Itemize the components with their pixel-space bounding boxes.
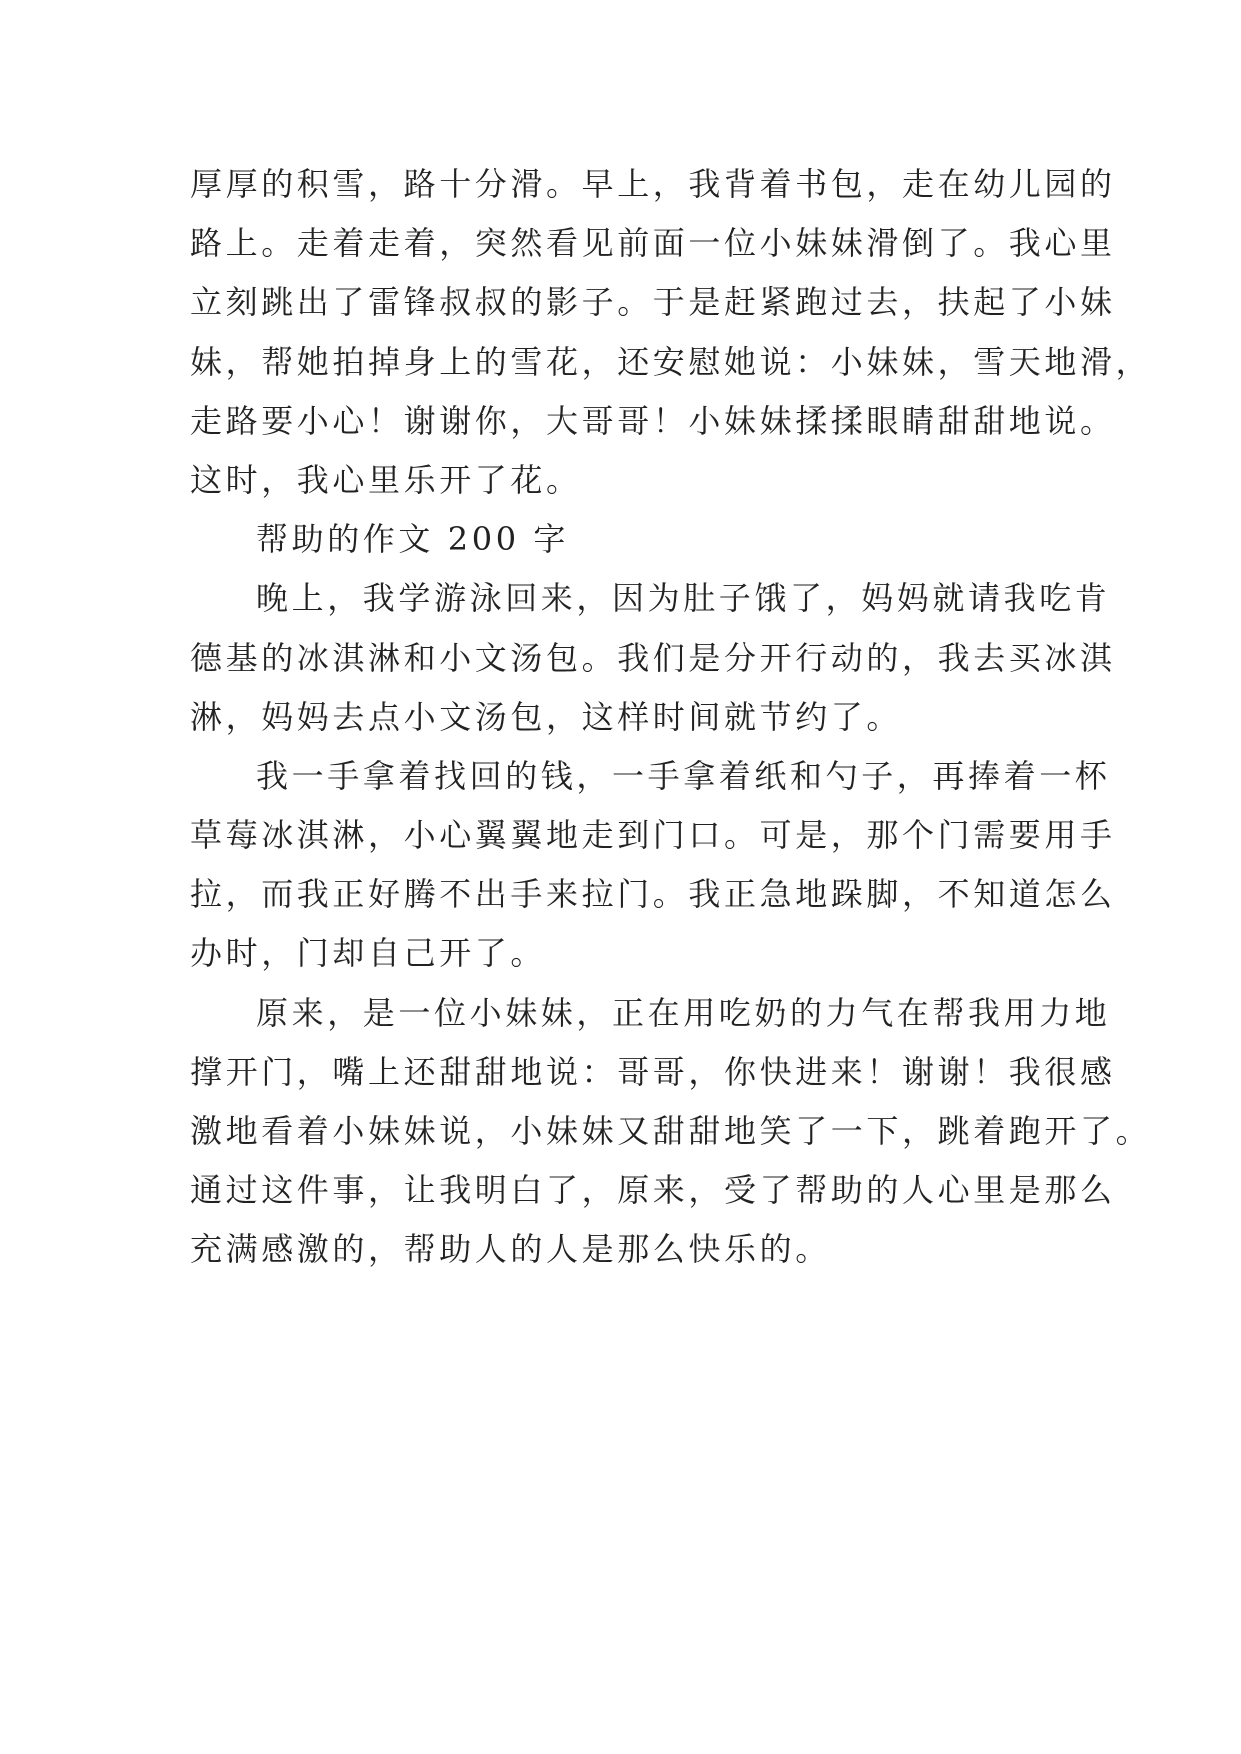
text-line: 德基的冰淇淋和小文汤包。我们是分开行动的，我去买冰淇	[190, 638, 1116, 677]
text-line: 晚上，我学游泳回来，因为肚子饿了，妈妈就请我吃肯	[256, 579, 1111, 618]
text-line: 拉，而我正好腾不出手来拉门。我正急地跺脚，不知道怎么	[190, 875, 1116, 914]
text-line: 撑开门，嘴上还甜甜地说：哥哥，你快进来！谢谢！我很感	[190, 1052, 1116, 1091]
text-line: 充满感激的，帮助人的人是那么快乐的。	[190, 1230, 831, 1269]
section-title: 帮助的作文 200 字	[256, 520, 570, 559]
text-line: 走路要小心！谢谢你，大哥哥！小妹妹揉揉眼睛甜甜地说。	[190, 401, 1116, 440]
text-line: 通过这件事，让我明白了，原来，受了帮助的人心里是那么	[190, 1171, 1116, 1210]
text-line: 路上。走着走着，突然看见前面一位小妹妹滑倒了。我心里	[190, 224, 1116, 263]
text-line: 激地看着小妹妹说，小妹妹又甜甜地笑了一下，跳着跑开了。	[190, 1112, 1152, 1150]
text-line: 厚厚的积雪，路十分滑。早上，我背着书包，走在幼儿园的	[190, 165, 1116, 203]
text-line: 妹，帮她拍掉身上的雪花，还安慰她说：小妹妹，雪天地滑，	[190, 342, 1152, 381]
text-line: 草莓冰淇淋，小心翼翼地走到门口。可是，那个门需要用手	[190, 816, 1116, 855]
text-line: 立刻跳出了雷锋叔叔的影子。于是赶紧跑过去，扶起了小妹	[190, 283, 1116, 322]
text-line: 淋，妈妈去点小文汤包，这样时间就节约了。	[190, 697, 903, 736]
text-line: 原来，是一位小妹妹，正在用吃奶的力气在帮我用力地	[256, 993, 1111, 1032]
text-line: 办时，门却自己开了。	[190, 934, 547, 973]
text-line: 我一手拿着找回的钱，一手拿着纸和勺子，再捧着一杯	[256, 756, 1111, 795]
document-body	[190, 155, 1152, 1280]
text-line: 这时，我心里乐开了花。	[190, 460, 582, 499]
